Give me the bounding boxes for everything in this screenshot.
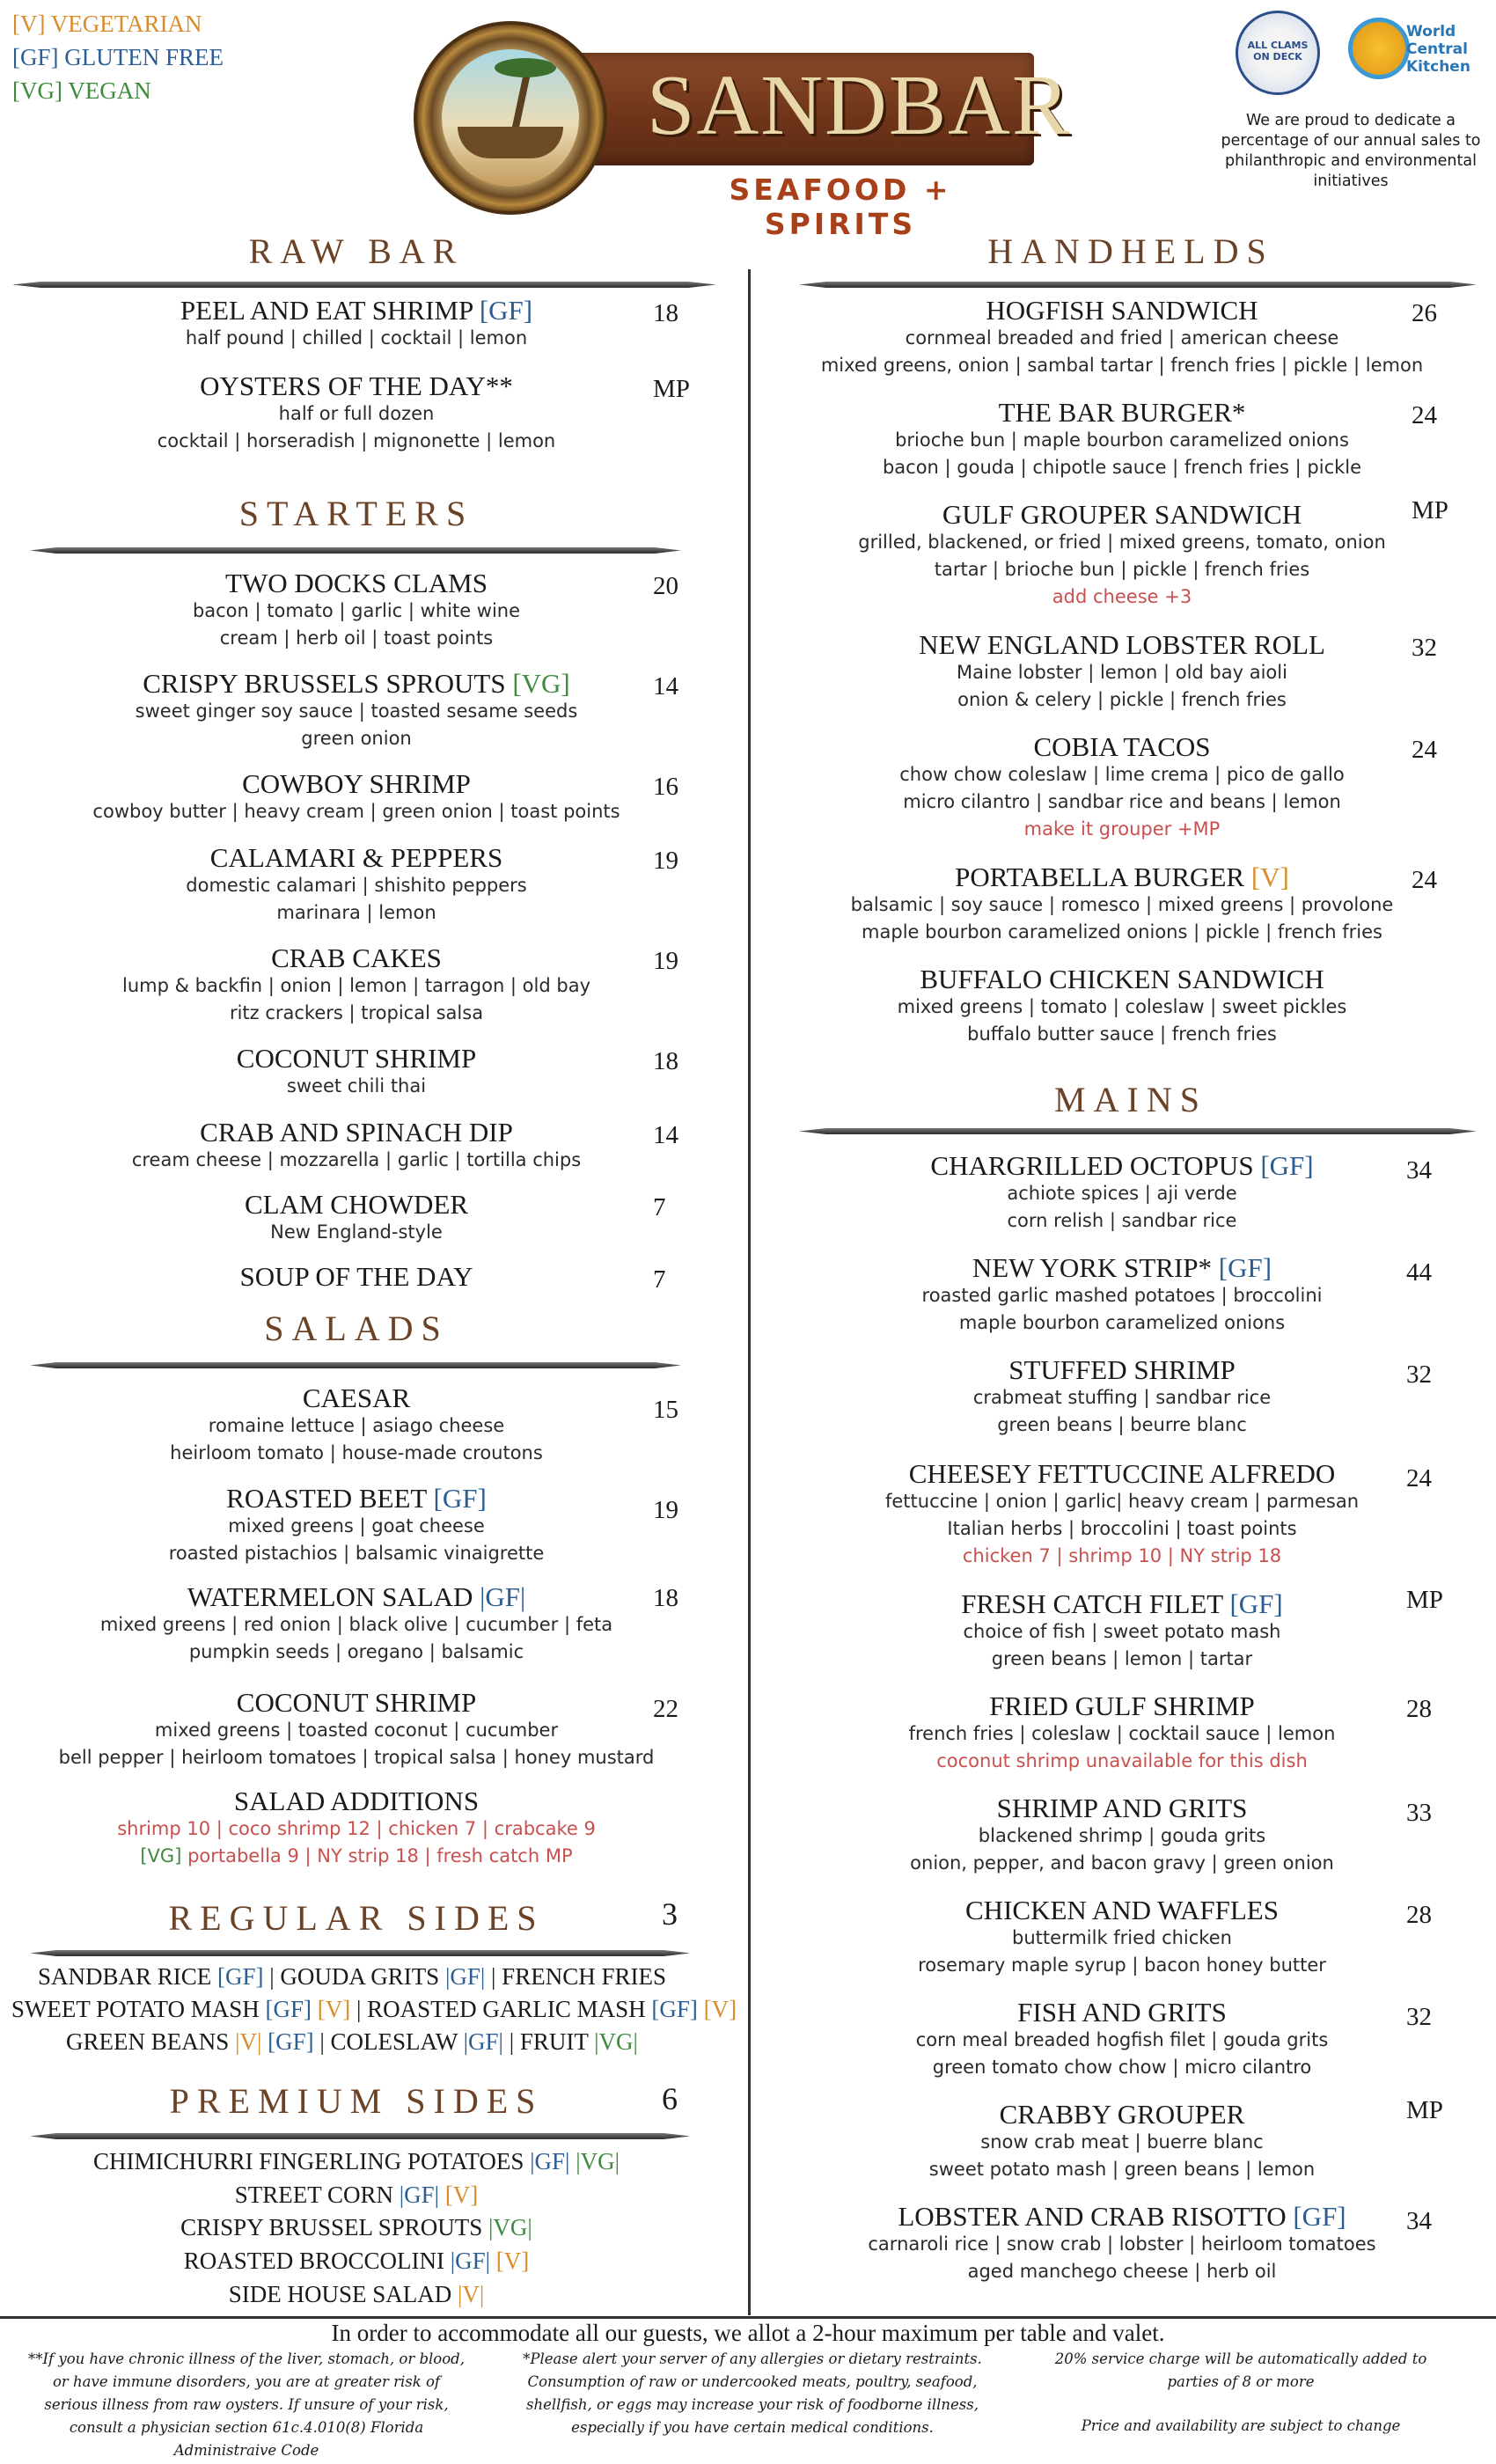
menu-item xyxy=(0,843,713,927)
menu-item-name: NEW YORK STRIP* [GF] xyxy=(972,1252,1272,1283)
menu-item xyxy=(774,630,1470,714)
menu-item-price: 33 xyxy=(1406,1799,1432,1827)
menu-item xyxy=(0,669,713,752)
menu-item-price: 44 xyxy=(1406,1258,1432,1287)
brand-tagline: SEAFOOD + SPIRITS xyxy=(729,172,952,241)
menu-item-name: FISH AND GRITS xyxy=(1017,1997,1227,2028)
menu-item-price: 28 xyxy=(1406,1901,1432,1929)
menu-item-price: 34 xyxy=(1406,1156,1432,1184)
side-dish-name: | COLESLAW xyxy=(313,2028,464,2055)
diet-tag: [GF] xyxy=(265,1996,312,2022)
menu-item-price: 7 xyxy=(653,1193,666,1221)
menu-item-name: CHICKEN AND WAFFLES xyxy=(965,1895,1279,1925)
menu-item-name: CRABBY GROUPER xyxy=(999,2099,1245,2130)
menu-item-description: corn relish | sandbar rice xyxy=(1007,1210,1237,1231)
menu-item-description: cream | herb oil | toast points xyxy=(219,627,494,649)
footer-rule xyxy=(0,2316,1496,2319)
menu-item-description: crabmeat stuffing | sandbar rice xyxy=(972,1387,1272,1408)
world-central-kitchen-logo-icon xyxy=(1348,18,1410,79)
menu-item-description: blackened shrimp | gouda grits xyxy=(978,1825,1266,1846)
menu-item xyxy=(774,500,1470,611)
side-dish-name xyxy=(312,1996,318,2022)
menu-item-name: THE BAR BURGER* xyxy=(998,397,1246,428)
menu-item-price: 32 xyxy=(1412,634,1437,662)
menu-item-description: mixed greens | toasted coconut | cucumber xyxy=(154,1720,559,1741)
menu-item-name: CAESAR xyxy=(302,1382,411,1413)
menu-item-name: GULF GROUPER SANDWICH xyxy=(942,499,1302,530)
menu-item-addon: make it grouper +MP xyxy=(1023,818,1221,840)
side-dish-name: SIDE HOUSE SALAD xyxy=(228,2281,458,2307)
menu-item-name: COWBOY SHRIMP xyxy=(242,768,471,799)
rule-mains xyxy=(799,1128,1477,1134)
menu-item xyxy=(774,1151,1470,1235)
menu-item-name: COCONUT SHRIMP xyxy=(236,1687,477,1718)
diet-tag: [V] xyxy=(703,1996,737,2022)
section-premium-sides: PREMIUM SIDES xyxy=(169,2081,544,2121)
salad-additions-title: SALAD ADDITIONS xyxy=(233,1786,480,1816)
diet-tag: |GF| xyxy=(450,2248,491,2274)
menu-item-price: 24 xyxy=(1406,1464,1432,1492)
menu-item-description: Maine lobster | lemon | old bay aioli xyxy=(957,662,1287,683)
menu-item-description: roasted pistachios | balsamic vinaigrette xyxy=(168,1543,545,1564)
menu-item-description: sweet ginger soy sauce | toasted sesame seeds xyxy=(135,700,578,722)
menu-item-name: ROASTED BEET [GF] xyxy=(226,1483,487,1514)
menu-item-description: green beans | beurre blanc xyxy=(997,1414,1247,1435)
premium-sides-line-4 xyxy=(0,2245,713,2277)
diet-tag: [GF] xyxy=(217,1963,264,1990)
section-starters: STARTERS xyxy=(238,494,474,533)
diet-tag: [VG] xyxy=(512,668,570,699)
column-divider xyxy=(748,269,751,2315)
diet-tag: [GF] xyxy=(1229,1588,1283,1619)
menu-item-description: mixed greens | goat cheese xyxy=(228,1515,485,1536)
rule-salads xyxy=(30,1362,681,1368)
legend-gluten-free: [GF] GLUTEN FREE xyxy=(12,44,224,70)
diet-tag: [GF] xyxy=(1260,1150,1314,1181)
menu-item-description: achiote spices | aji verde xyxy=(1007,1183,1237,1204)
menu-item-name: HOGFISH SANDWICH xyxy=(986,295,1258,326)
menu-item-name: SHRIMP AND GRITS xyxy=(996,1793,1248,1823)
menu-item-name: COBIA TACOS xyxy=(1033,731,1211,762)
menu-item-price: MP xyxy=(1412,496,1448,524)
diet-tag: |GF| xyxy=(530,2148,570,2174)
menu-item-description: mixed greens | red onion | black olive | cucumber | feta xyxy=(99,1614,613,1635)
rule-raw-bar xyxy=(12,282,716,288)
menu-item-name: CALAMARI & PEPPERS xyxy=(209,842,503,873)
premium-sides-price: 6 xyxy=(662,2081,678,2116)
menu-item-description: New England-style xyxy=(270,1221,443,1243)
menu-item-description: grilled, blackened, or fried | mixed greens, tomato, onion xyxy=(858,532,1386,553)
menu-item-addon: coconut shrimp unavailable for this dish xyxy=(936,1750,1308,1771)
rule-starters xyxy=(30,547,681,554)
footer-availability: Price and availability are subject to change xyxy=(1081,2417,1401,2434)
menu-item-name: BUFFALO CHICKEN SANDWICH xyxy=(920,964,1324,994)
menu-item-description: lump & backfin | onion | lemon | tarragon | old bay xyxy=(122,975,590,996)
menu-item-description: bacon | tomato | garlic | white wine xyxy=(192,600,521,621)
world-central-kitchen-label: World Central Kitchen xyxy=(1406,23,1470,76)
menu-item-description: marinara | lemon xyxy=(276,902,436,923)
menu-item-name: COCONUT SHRIMP xyxy=(236,1043,477,1074)
menu-item-description: micro cilantro | sandbar rice and beans | lemon xyxy=(903,791,1341,812)
menu-item-description: choice of fish | sweet potato mash xyxy=(963,1621,1281,1642)
section-mains: MAINS xyxy=(1054,1080,1207,1119)
legend-vegetarian: [V] VEGETARIAN xyxy=(12,11,202,37)
menu-item-description: chow chow coleslaw | lime crema | pico de gallo xyxy=(899,764,1345,785)
side-dish-name: CHIMICHURRI FINGERLING POTATOES xyxy=(92,2148,531,2174)
menu-item-description: romaine lettuce | asiago cheese xyxy=(208,1415,505,1436)
menu-item-price: 15 xyxy=(653,1396,678,1424)
menu-item-description: cocktail | horseradish | mignonette | lemon xyxy=(157,430,556,451)
menu-item xyxy=(774,964,1470,1048)
diet-tag: |VG| xyxy=(576,2148,620,2174)
menu-item-description: buttermilk fried chicken xyxy=(1012,1927,1232,1948)
menu-item-description: onion & celery | pickle | french fries xyxy=(957,689,1287,710)
footer-service-charge: 20% service charge will be automatically added to parties of 8 or more xyxy=(1054,2350,1427,2390)
menu-item-name: CLAM CHOWDER xyxy=(244,1189,469,1220)
salad-additions-vg-tag: [VG] xyxy=(140,1845,182,1866)
side-dish-name xyxy=(490,2248,496,2274)
side-dish-name: | FRUIT xyxy=(502,2028,595,2055)
menu-item-price: 7 xyxy=(653,1265,666,1294)
salad-additions-line1: shrimp 10 | coco shrimp 12 | chicken 7 | crabcake 9 xyxy=(117,1818,596,1839)
salad-additions-line2: portabella 9 | NY strip 18 | fresh catch MP xyxy=(181,1845,573,1866)
menu-item-price: MP xyxy=(1406,2096,1443,2124)
menu-item-price: 14 xyxy=(653,672,678,700)
diet-tag: |V| xyxy=(235,2028,262,2055)
diet-tag: [GF] xyxy=(479,295,533,326)
side-dish-name: ROASTED BROCCOLINI xyxy=(183,2248,451,2274)
section-regular-sides: REGULAR SIDES xyxy=(168,1898,545,1938)
menu-item-name: WATERMELON SALAD |GF| xyxy=(187,1581,526,1612)
menu-item-price: MP xyxy=(1406,1586,1443,1614)
diet-tag: |VG| xyxy=(594,2028,638,2055)
menu-item-price: 28 xyxy=(1406,1695,1432,1723)
menu-item-price: 14 xyxy=(653,1121,678,1149)
rule-handhelds xyxy=(799,282,1477,288)
menu-item-name: LOBSTER AND CRAB RISOTTO [GF] xyxy=(898,2201,1346,2232)
menu-item-description: cream cheese | mozzarella | garlic | tortilla chips xyxy=(131,1149,582,1170)
rule-premium-sides xyxy=(30,2133,690,2139)
menu-item xyxy=(0,568,713,652)
menu-item-description: brioche bun | maple bourbon caramelized onions xyxy=(895,429,1349,451)
menu-item-description: green onion xyxy=(301,728,412,749)
premium-sides-line-3 xyxy=(0,2211,713,2243)
menu-item-name: OYSTERS OF THE DAY** xyxy=(200,370,513,401)
side-dish-name: CRISPY BRUSSEL SPROUTS xyxy=(180,2214,489,2240)
menu-item-description: half pound | chilled | cocktail | lemon xyxy=(185,327,528,348)
diet-tag: |GF| xyxy=(399,2182,440,2208)
side-dish-name: GREEN BEANS xyxy=(66,2028,236,2055)
side-dish-name: SANDBAR RICE xyxy=(38,1963,218,1990)
menu-item xyxy=(774,1896,1470,1979)
porthole-logo-icon xyxy=(414,21,607,215)
premium-sides-line-5 xyxy=(0,2278,713,2310)
menu-item-description: Italian herbs | broccolini | toast points xyxy=(947,1518,1297,1539)
diet-tag: [GF] xyxy=(1218,1252,1272,1283)
menu-item-price: 32 xyxy=(1406,2003,1432,2031)
menu-item-price: 24 xyxy=(1412,736,1437,764)
menu-item-price: 20 xyxy=(653,572,678,600)
menu-item-description: mixed greens | tomato | coleslaw | sweet pickles xyxy=(897,996,1347,1017)
diet-tag: |GF| xyxy=(444,1963,486,1990)
menu-item-description: buffalo butter sauce | french fries xyxy=(967,1023,1277,1045)
salad-additions xyxy=(0,1786,713,1870)
diet-tag: |V| xyxy=(457,2281,485,2307)
regular-sides-line-3 xyxy=(0,2026,704,2057)
menu-item-name: TWO DOCKS CLAMS xyxy=(225,568,488,598)
footer-policy: In order to accommodate all our guests, we allot a 2-hour maximum per table and valet. xyxy=(331,2320,1165,2346)
diet-tag: [GF] xyxy=(651,1996,698,2022)
menu-item-name: CRISPY BRUSSELS SPROUTS [VG] xyxy=(143,668,570,699)
menu-item xyxy=(774,1355,1470,1439)
menu-item-description: corn meal breaded hogfish filet | gouda grits xyxy=(915,2029,1329,2050)
menu-item-description: pumpkin seeds | oregano | balsamic xyxy=(188,1641,524,1662)
menu-item-name: PORTABELLA BURGER [V] xyxy=(955,862,1289,892)
legend-vegan: [VG] VEGAN xyxy=(12,77,151,104)
side-dish-name xyxy=(698,1996,704,2022)
menu-item-name: STUFFED SHRIMP xyxy=(1008,1354,1236,1385)
menu-item xyxy=(0,769,713,825)
regular-sides-line-1 xyxy=(0,1961,704,1992)
menu-item-price: 18 xyxy=(653,1047,678,1075)
section-salads: SALADS xyxy=(264,1309,449,1348)
menu-item xyxy=(774,1253,1470,1337)
rule-regular-sides xyxy=(30,1950,690,1956)
diet-tag: [GF] xyxy=(1293,2201,1346,2232)
menu-item-description: snow crab meat | buerre blanc xyxy=(980,2131,1264,2152)
menu-item xyxy=(774,1998,1470,2081)
menu-item xyxy=(774,2202,1470,2285)
regular-sides-line-2 xyxy=(0,1993,748,2025)
menu-item-addon: add cheese +3 xyxy=(1052,586,1192,607)
menu-item-price: 32 xyxy=(1406,1360,1432,1389)
menu-item xyxy=(0,1582,713,1666)
section-raw-bar: RAW BAR xyxy=(248,231,465,271)
menu-item-description: roasted garlic mashed potatoes | broccolini xyxy=(921,1285,1323,1306)
section-handhelds: HANDHELDS xyxy=(987,231,1274,271)
premium-sides-line-2 xyxy=(0,2179,713,2211)
menu-item-name: CHEESEY FETTUCCINE ALFREDO xyxy=(908,1458,1336,1489)
menu-item xyxy=(774,398,1470,481)
menu-item-description: domestic calamari | shishito peppers xyxy=(186,875,527,896)
menu-item-description: french fries | coleslaw | cocktail sauce | lemon xyxy=(908,1723,1336,1744)
menu-item-description: onion, pepper, and bacon gravy | green onion xyxy=(910,1852,1334,1874)
menu-item-name: NEW ENGLAND LOBSTER ROLL xyxy=(919,629,1325,660)
menu-item-description: balsamic | soy sauce | romesco | mixed greens | provolone xyxy=(850,894,1394,915)
menu-item-price: 34 xyxy=(1406,2207,1432,2235)
menu-item xyxy=(774,732,1470,843)
menu-item-description: heirloom tomato | house-made croutons xyxy=(170,1442,543,1463)
diet-tag: [V] xyxy=(495,2248,530,2274)
side-dish-name: | GOUDA GRITS xyxy=(263,1963,445,1990)
footer-allergy-notice: *Please alert your server of any allergies or dietary restraints. Consumption of raw or undercooked meats, poultry, seafood, shellfish, or eggs may increase your risk of foodborne illness, especially if you have certain medical conditions. xyxy=(523,2350,982,2436)
all-clams-on-deck-badge-icon: ALL CLAMS ON DECK xyxy=(1236,11,1320,95)
menu-item xyxy=(0,1044,713,1100)
brand-name: SANDBAR xyxy=(647,58,1072,153)
diet-tag: [GF] xyxy=(268,2028,314,2055)
menu-item-price: 24 xyxy=(1412,866,1437,894)
menu-item-name: SOUP OF THE DAY xyxy=(239,1261,473,1292)
menu-item xyxy=(0,1262,713,1291)
menu-item xyxy=(0,296,713,352)
menu-item-price: 16 xyxy=(653,773,678,801)
diet-tag: [V] xyxy=(317,1996,351,2022)
menu-item-price: 22 xyxy=(653,1695,678,1723)
menu-item-description: mixed greens, onion | sambal tartar | french fries | pickle | lemon xyxy=(820,355,1424,376)
diet-tag: [V] xyxy=(1250,862,1289,892)
menu-item-price: 19 xyxy=(653,1496,678,1524)
side-dish-name: STREET CORN xyxy=(234,2182,400,2208)
menu-item-description: half or full dozen xyxy=(278,403,435,424)
menu-item-description: sweet potato mash | green beans | lemon xyxy=(928,2159,1316,2180)
menu-item xyxy=(0,1484,713,1567)
side-dish-name: | FRENCH FRIES xyxy=(485,1963,666,1990)
menu-item-description: rosemary maple syrup | bacon honey butter xyxy=(918,1954,1326,1976)
diet-tag: [V] xyxy=(444,2182,479,2208)
menu-item-price: 18 xyxy=(653,299,678,327)
menu-item-description: aged manchego cheese | herb oil xyxy=(967,2261,1277,2282)
menu-item xyxy=(774,1691,1470,1775)
menu-item-name: CRAB AND SPINACH DIP xyxy=(200,1117,513,1148)
menu-item-price: MP xyxy=(653,375,690,403)
dietary-legend xyxy=(12,7,276,107)
menu-item-price: 19 xyxy=(653,947,678,975)
diet-tag: |GF| xyxy=(480,1581,526,1612)
menu-item-description: bell pepper | heirloom tomatoes | tropical salsa | honey mustard xyxy=(58,1747,655,1768)
menu-item-description: fettuccine | onion | garlic| heavy cream | parmesan xyxy=(884,1491,1360,1512)
regular-sides-price: 3 xyxy=(662,1896,678,1932)
menu-item xyxy=(774,296,1470,379)
diet-tag: |VG| xyxy=(488,2214,532,2240)
logo-plank xyxy=(576,53,1072,165)
side-dish-name: SWEET POTATO MASH xyxy=(11,1996,266,2022)
menu-item xyxy=(774,1459,1470,1570)
menu-item-description: ritz crackers | tropical salsa xyxy=(229,1002,484,1023)
menu-item xyxy=(0,1383,713,1467)
menu-item-price: 24 xyxy=(1412,401,1437,429)
menu-item-name: CRAB CAKES xyxy=(271,942,442,973)
menu-item-description: cowboy butter | heavy cream | green onion | toast points xyxy=(92,801,620,822)
menu-item-description: maple bourbon caramelized onions xyxy=(958,1312,1286,1333)
menu-item-name: FRESH CATCH FILET [GF] xyxy=(961,1588,1283,1619)
diet-tag: [GF] xyxy=(433,1483,487,1514)
menu-item-name: CHARGRILLED OCTOPUS [GF] xyxy=(930,1150,1314,1181)
side-dish-name xyxy=(439,2182,445,2208)
diet-tag: |GF| xyxy=(463,2028,503,2055)
menu-item xyxy=(0,1688,713,1771)
menu-item xyxy=(774,1793,1470,1877)
menu-item-price: 26 xyxy=(1412,299,1437,327)
menu-item-name: FRIED GULF SHRIMP xyxy=(989,1690,1255,1721)
menu-item-name: PEEL AND EAT SHRIMP [GF] xyxy=(180,295,533,326)
menu-item-description: cornmeal breaded and fried | american cheese xyxy=(905,327,1339,348)
dedication-note: We are proud to dedicate a percentage of our annual sales to philanthropic and environmental initiatives xyxy=(1221,112,1481,190)
premium-sides-line-1 xyxy=(0,2145,713,2177)
footer-oyster-warning: **If you have chronic illness of the liver, stomach, or blood, or have immune disorders, you are at greater risk of serious illness from raw oysters. If unsure of your risk, consult a physician section 61c.4.010(8) Florida Administraive Code xyxy=(28,2350,465,2459)
menu-item xyxy=(774,1589,1470,1673)
menu-item-description: maple bourbon caramelized onions | pickle | french fries xyxy=(862,921,1382,942)
menu-item-addon: chicken 7 | shrimp 10 | NY strip 18 xyxy=(962,1545,1282,1566)
side-dish-name: | ROASTED GARLIC MASH xyxy=(350,1996,652,2022)
menu-item xyxy=(0,1190,713,1246)
menu-item-description: bacon | gouda | chipotle sauce | french fries | pickle xyxy=(882,457,1362,478)
menu-item xyxy=(774,2100,1470,2183)
menu-item-description: green beans | lemon | tartar xyxy=(991,1648,1253,1669)
menu-item xyxy=(0,943,713,1027)
menu-item-description: green tomato chow chow | micro cilantro xyxy=(932,2057,1312,2078)
menu-item xyxy=(0,371,713,455)
menu-item xyxy=(774,862,1470,946)
menu-item-price: 19 xyxy=(653,847,678,875)
menu-item-description: sweet chili thai xyxy=(286,1075,427,1096)
menu-item xyxy=(0,1118,713,1174)
menu-item-description: carnaroli rice | snow crab | lobster | heirloom tomatoes xyxy=(868,2233,1376,2255)
menu-item-price: 18 xyxy=(653,1584,678,1612)
menu-item-description: tartar | brioche bun | pickle | french fries xyxy=(934,559,1310,580)
